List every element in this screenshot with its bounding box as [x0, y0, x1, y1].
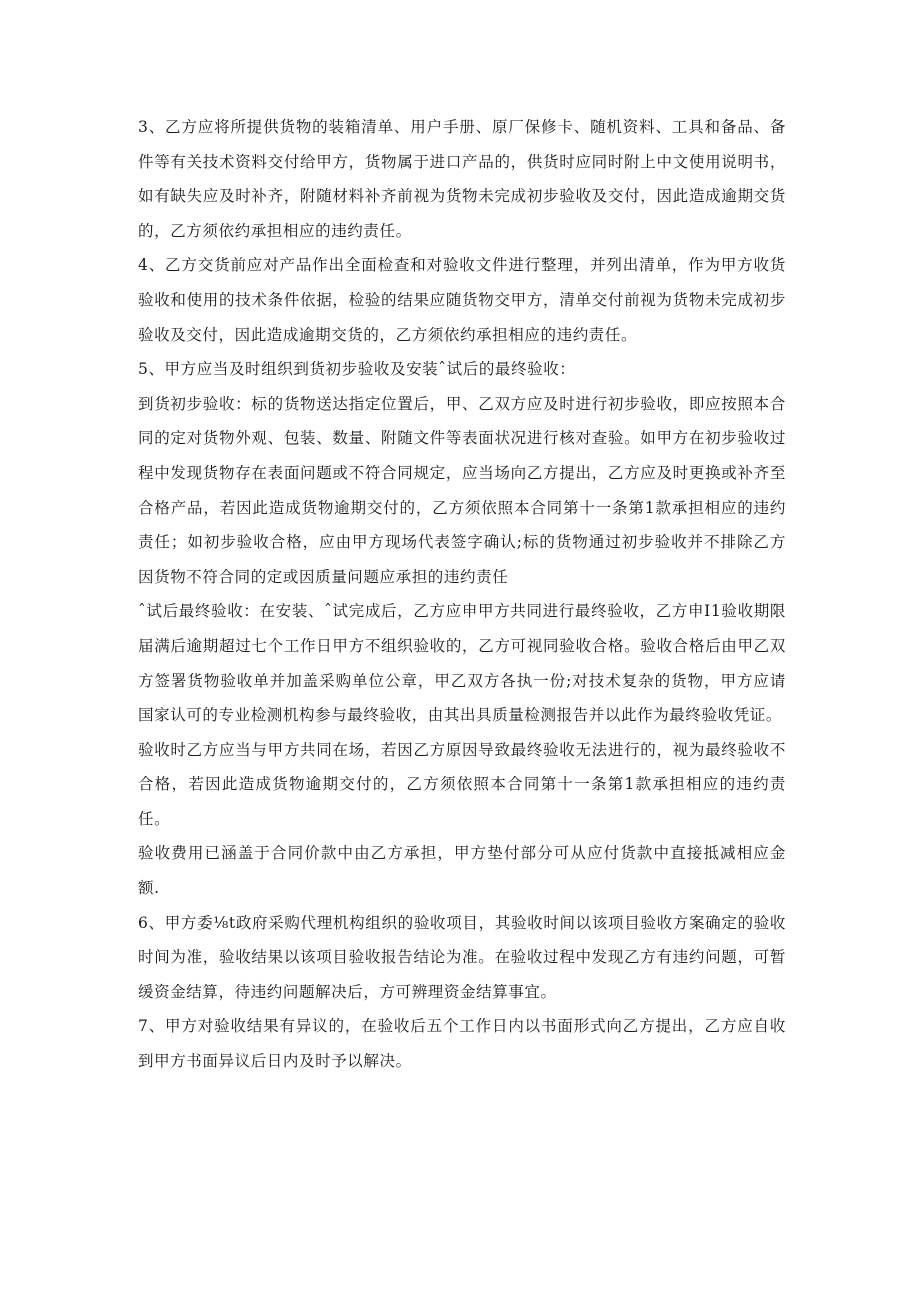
- document-body: [138, 110, 786, 1079]
- clause-6-paragraph: 6、甲方委⅛t政府采购代理机构组织的验收项目，其验收时间以该项目验收方案确定的验收时间为准，验收结果以该项目验收报告结论为准。在验收过程中发现乙方有违约问题，可暂缓资金结算，待违约问题解决后，方可辨理资金结算事宜。: [138, 913, 786, 1001]
- clause-7-paragraph: 7、甲方对验收结果有异议的，在验收后五个工作日内以书面形式向乙方提出，乙方应自收到甲方书面异议后日内及时予以解决。: [138, 1017, 786, 1071]
- clause-5-heading: 5、甲方应当及时组织到货初步验收及安装ˆ试后的最终验收：: [138, 360, 576, 379]
- clause-3-paragraph: 3、乙方应将所提供货物的装箱清单、用户手册、原厂保修卡、随机资料、工具和备品、备件等有关技术资料交付给甲方，货物属于进口产品的，供货时应同时附上中文使用说明书，如有缺失应及时补齐，附随材料补齐前视为货物未完成初步验收及交付，因此造成逾期交货的，乙方须依约承担相应的违约责任。: [138, 118, 786, 240]
- clause-4-paragraph: 4、乙方交货前应对产品作出全面检查和对验收文件进行整理，并列出清单，作为甲方收货验收和使用的技术条件依据，检验的结果应随货物交甲方，清单交付前视为货物未完成初步验收及交付，因此造成逾期交货的，乙方须依约承担相应的违约责任。: [138, 256, 786, 344]
- final-acceptance-paragraph: ˆ试后最终验收：在安装、ˆ试完成后，乙方应申甲方共同进行最终验收，乙方申I1验收期限届满后逾期超过七个工作日甲方不组织验收的，乙方可视同验收合格。验收合格后由甲乙双方签署货物验收单并加盖采购单位公章，甲乙双方各执一份;对技术复杂的货物，甲方应请国家认可的专业检测机构参与最终验收，由其出具质量检测报告并以此作为最终验收凭证。: [138, 602, 786, 725]
- joint-presence-paragraph: 验收时乙方应当与甲方共同在场，若因乙方原因导致最终验收无法进行的，视为最终验收不合格，若因此造成货物逾期交付的，乙方须依照本合同第十一条第1款承担相应的违约责任。: [138, 740, 786, 828]
- acceptance-fee-paragraph: 验收费用已涵盖于合同价款中由乙方承担，甲方垫付部分可从应付货款中直接抵减相应金额.: [138, 844, 786, 898]
- initial-acceptance-paragraph: 到货初步验收：标的货物送达指定位置后，甲、乙双方应及时进行初步验收，即应按照本合同的定对货物外观、包装、数量、附随文件等表面状况进行核对查验。如甲方在初步验收过程中发现货物存在表面问题或不符合同规定，应当场向乙方提出，乙方应及时更换或补齐至合格产品，若因此造成货物逾期交付的，乙方须依照本合同第十一条第1款承担相应的违约责任；如初步验收合格，应由甲方现场代表签字确认;标的货物通过初步验收并不排除乙方因货物不符合同的定或因质量问题应承担的违约责任: [138, 394, 786, 586]
